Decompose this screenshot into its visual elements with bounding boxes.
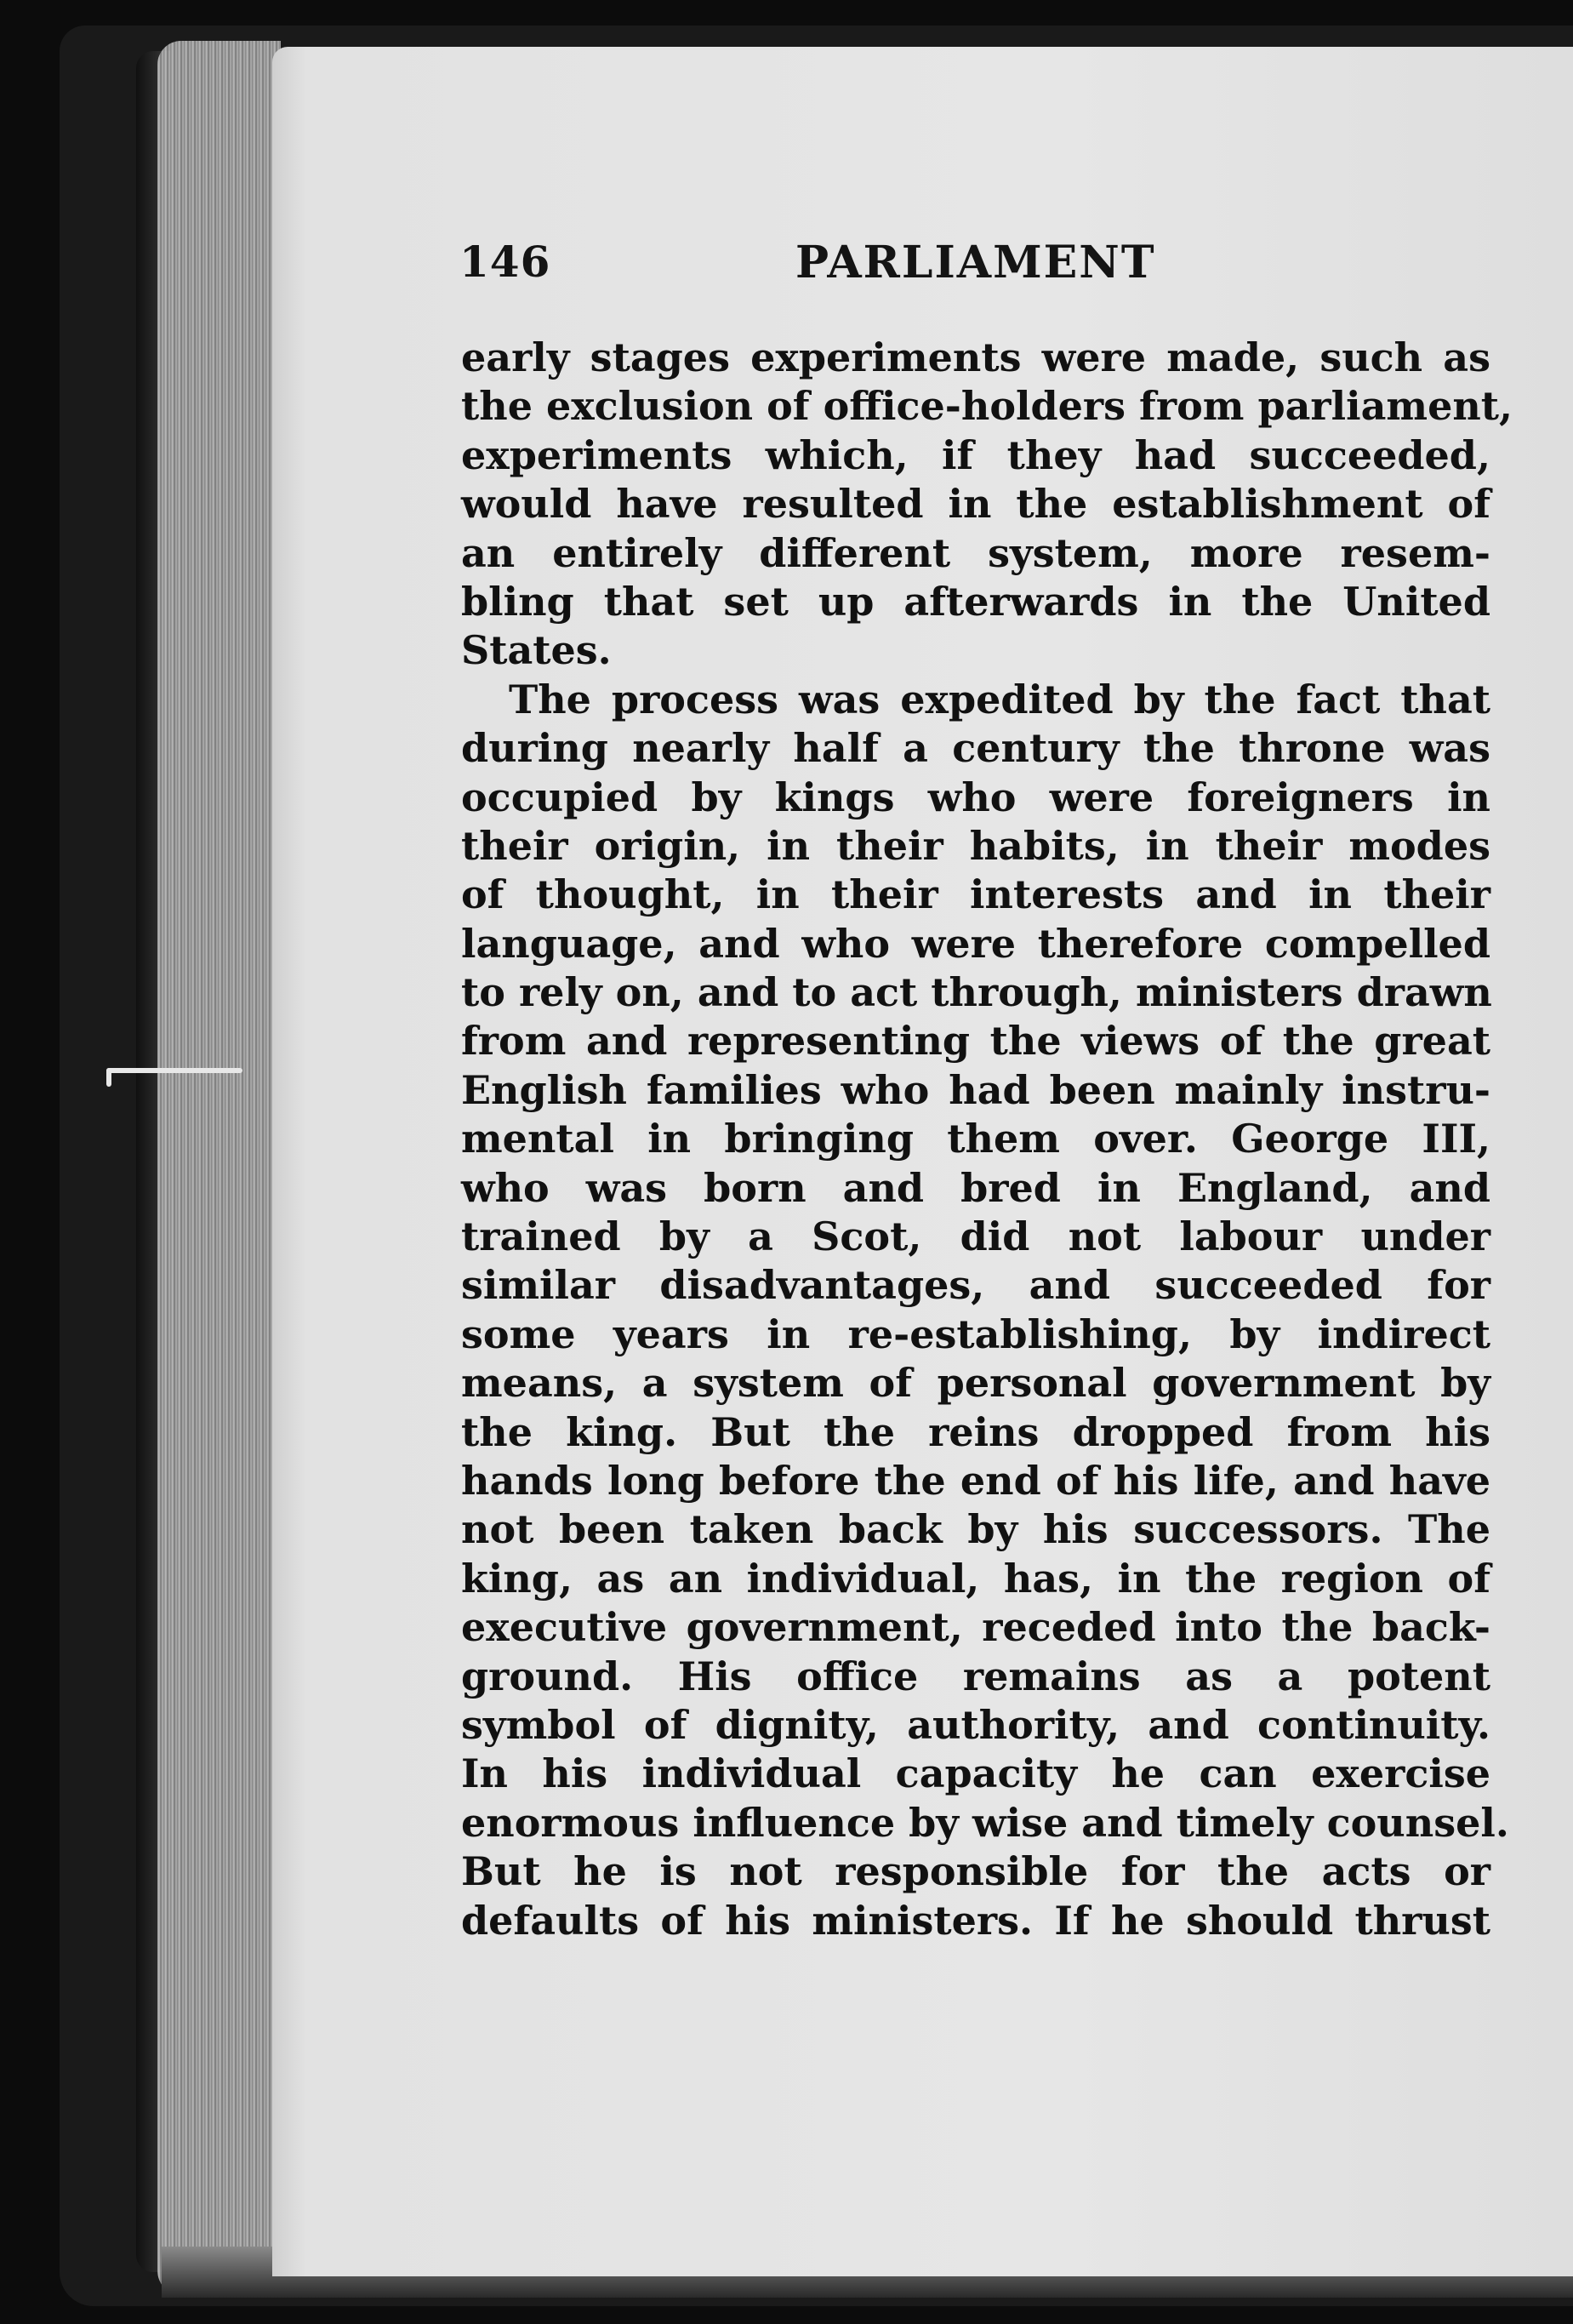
text-line: bling that set up afterwards in the United [461, 578, 1490, 625]
text-line: the king. But the reins dropped from his [461, 1408, 1490, 1455]
text-line: some years in re-establishing, by indirect [461, 1310, 1490, 1357]
text-line: the exclusion of office-holders from parliament, [461, 383, 1513, 430]
text-line: who was born and bred in England, and [461, 1164, 1490, 1211]
text-line: In his individual capacity he can exercise [461, 1750, 1490, 1797]
page-edges [157, 41, 281, 2296]
text-line: experiments which, if they had succeeded, [461, 431, 1490, 478]
text-line: their origin, in their habits, in their modes [461, 822, 1490, 869]
text-line: during nearly half a century the throne was [461, 725, 1490, 772]
edge-mark [106, 1068, 242, 1073]
text-line: symbol of dignity, authority, and continuity. [461, 1701, 1490, 1748]
text-line: defaults of his ministers. If he should thrust [461, 1897, 1490, 1944]
text-line: of thought, in their interests and in their [461, 871, 1490, 918]
page-number: 146 [459, 237, 551, 287]
text-line: English families who had been mainly instru- [461, 1066, 1490, 1113]
text-line: hands long before the end of his life, and have [461, 1457, 1490, 1504]
text-line: mental in bringing them over. George III, [461, 1116, 1490, 1162]
text-line: The process was expedited by the fact that [509, 676, 1490, 722]
text-line: occupied by kings who were foreigners in [461, 774, 1490, 820]
text-line: from and representing the views of the great [461, 1018, 1490, 1065]
running-head [459, 237, 1480, 296]
text-line: an entirely different system, more resem- [461, 529, 1490, 576]
text-line: similar disadvantages, and succeeded for [461, 1262, 1490, 1309]
text-line: executive government, receded into the back- [461, 1604, 1490, 1651]
text-line: early stages experiments were made, such as [461, 334, 1490, 380]
running-title: PARLIAMENT [795, 237, 1156, 288]
text-line: would have resulted in the establishment of [461, 481, 1490, 528]
text-line: king, as an individual, has, in the region of [461, 1555, 1490, 1602]
text-line: language, and who were therefore compelled [461, 920, 1490, 967]
text-line: means, a system of personal government by [461, 1360, 1490, 1407]
text-line: enormous influence by wise and timely counsel. [461, 1799, 1509, 1846]
text-line: trained by a Scot, did not labour under [461, 1213, 1490, 1260]
text-line: States. [461, 627, 612, 674]
text-line: But he is not responsible for the acts or [461, 1848, 1490, 1895]
body-text [461, 334, 1513, 1945]
text-line: to rely on, and to act through, ministers drawn [461, 969, 1492, 1016]
text-line: not been taken back by his successors. The [461, 1506, 1490, 1553]
text-line: ground. His office remains as a potent [461, 1653, 1490, 1699]
